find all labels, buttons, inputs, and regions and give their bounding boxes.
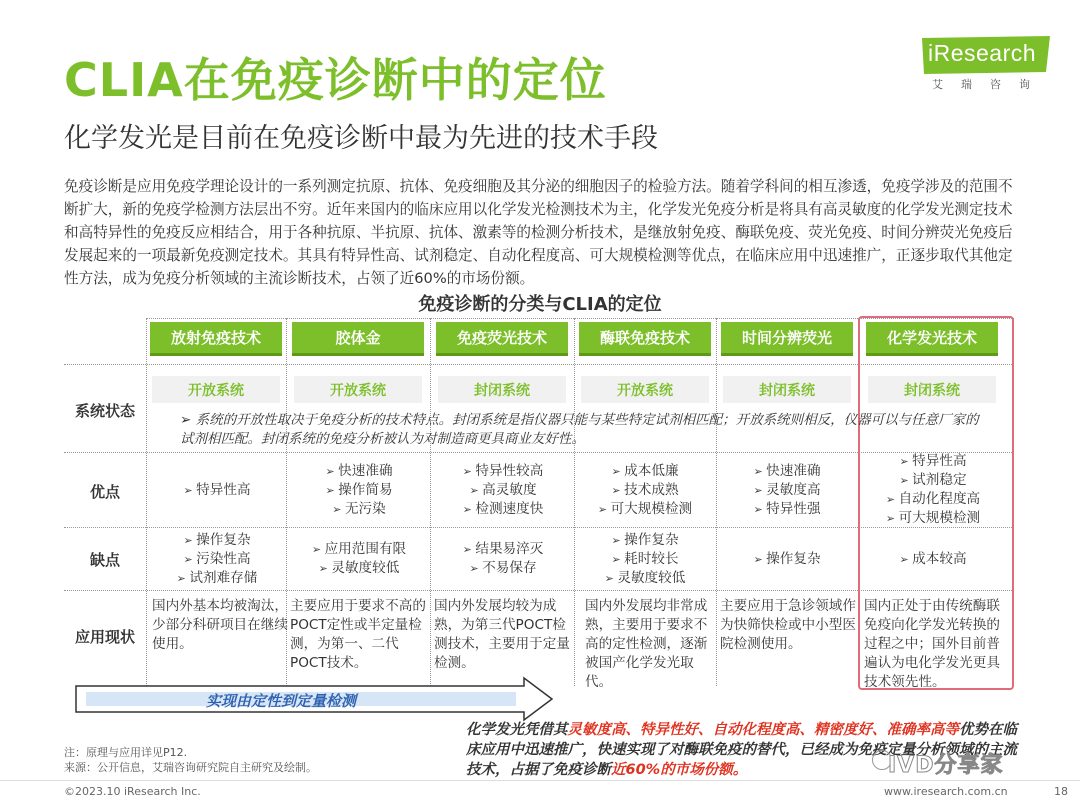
row-label-advantages: 优点: [89, 483, 120, 501]
website: www.iresearch.com.cn: [884, 785, 1008, 798]
list-item: ➢ 试剂难存储: [177, 569, 258, 588]
system-state-badge: 封闭系统: [438, 376, 566, 403]
conclusion-part: 化学发光凭借其: [466, 722, 568, 738]
conclusion-highlight: 灵敏度高、特异性好、自动化程度高、精密度好、准确率高等: [567, 722, 959, 738]
disadvantages-cell: [574, 528, 716, 590]
list-item: ➢ 特异性高: [899, 452, 966, 471]
disadvantages-cell: [288, 528, 430, 590]
method-header: 时间分辨荧光: [721, 322, 853, 356]
list-item: ➢ 成本较高: [899, 550, 966, 569]
row-label-system: 系统状态: [74, 402, 135, 420]
disadvantages-cell: [716, 528, 858, 590]
list-item: ➢ 耗时较长: [611, 550, 678, 569]
system-state-badge: 开放系统: [294, 376, 422, 403]
source-notes: [64, 745, 317, 775]
row-label-disadvantages: 缺点: [89, 551, 120, 569]
list-item: ➢ 快速准确: [753, 462, 820, 481]
list-item: ➢ 特异性较高: [463, 462, 544, 481]
logo-subtext: 艾瑞咨询: [932, 78, 1048, 91]
source-line: 来源：公开信息，艾瑞咨询研究院自主研究及绘制。: [64, 761, 317, 774]
application-cell: 国内正处于由传统酶联免疫向化学发光转换的过程之中；国外目前普遍认为电化学发光更具技术领先性。: [864, 598, 1000, 690]
advantages-cell: [574, 454, 716, 526]
list-item: ➢ 操作简易: [325, 481, 392, 500]
list-item: ➢ 不易保存: [469, 559, 536, 578]
advantages-cell: [432, 454, 574, 526]
page-subtitle: 化学发光是目前在免疫诊断中最为先进的技术手段: [64, 123, 658, 154]
iresearch-logo: [922, 36, 1052, 96]
system-state-badge: 封闭系统: [868, 376, 996, 403]
application-cell: 国内外发展均较为成熟，为第三代POCT检测技术，主要用于定量检测。: [434, 598, 570, 671]
list-item: ➢ 可大规模检测: [886, 509, 980, 528]
list-item: ➢ 技术成熟: [611, 481, 678, 500]
application-cell: 国内外基本均被淘汰，少部分科研项目在继续使用。: [152, 598, 288, 652]
conclusion-highlight: 近60%的市场份额。: [611, 762, 748, 778]
list-item: ➢ 自动化程度高: [886, 490, 980, 509]
list-item: ➢ 操作复杂: [183, 531, 250, 550]
list-item: ➢ 可大规模检测: [598, 500, 692, 519]
list-item: ➢ 操作复杂: [753, 550, 820, 569]
list-item: ➢ 检测速度快: [463, 500, 544, 519]
list-item: ➢ 高灵敏度: [469, 481, 536, 500]
list-item: ➢ 特异性强: [753, 500, 820, 519]
list-item: ➢ 特异性高: [183, 481, 250, 500]
list-item: ➢ 污染性高: [183, 550, 250, 569]
note-line: 注：原理与应用详见P12.: [64, 746, 188, 759]
advantages-cell: [146, 454, 288, 526]
method-header: 酶联免疫技术: [579, 322, 711, 356]
system-state-badge: 封闭系统: [723, 376, 851, 403]
list-item: ➢ 操作复杂: [611, 531, 678, 550]
method-header: 化学发光技术: [866, 322, 998, 356]
disadvantages-cell: [862, 528, 1004, 590]
advantages-cell: [862, 452, 1004, 528]
footer-rule: [0, 780, 1080, 781]
page-number: 18: [1054, 785, 1068, 798]
page-title: CLIA在免疫诊断中的定位: [64, 53, 607, 107]
system-state-badge: 开放系统: [581, 376, 709, 403]
list-item: ➢ 灵敏度较低: [319, 559, 400, 578]
list-item: ➢ 灵敏度高: [753, 481, 820, 500]
method-header: 胶体金: [292, 322, 424, 356]
advantages-cell: [288, 454, 430, 526]
system-state-badge: 开放系统: [152, 376, 280, 403]
list-item: ➢ 试剂稳定: [899, 471, 966, 490]
arrow-label: 实现由定性到定量检测: [206, 692, 357, 710]
advantages-cell: [716, 454, 858, 526]
disadvantages-cell: [432, 528, 574, 590]
system-note: ➢ 系统的开放性取决于免疫分析的技术特点。封闭系统是指仪器只能与某些特定试剂相匹配；开放系统则相反，仪器可以与任意厂家的试剂相匹配。封闭系统的免疫分析被认为对制造商更具商业友好性。: [180, 412, 979, 447]
application-cell: 国内外发展均非常成熟，主要用于要求不高的定性检测，逐渐被国产化学发光取代。: [585, 598, 708, 690]
conclusion-part: 优势在临床应用中迅速推广，快速实现了对酶联免疫的替代，已经成为免疫定量分析领域的主流技术，占据了免疫诊断: [466, 722, 1017, 778]
disadvantages-cell: [146, 528, 288, 590]
application-cell: 主要应用于急诊领域作为快筛快检或中小型医院检测使用。: [720, 598, 856, 652]
intro-paragraph: 免疫诊断是应用免疫学理论设计的一系列测定抗原、抗体、免疫细胞及其分泌的细胞因子的检验方法。随着学科间的相互渗透，免疫学涉及的范围不断扩大，新的免疫学检测方法层出不穷。近年来国内的临床应用以化学发光检测技术为主，化学发光免疫分析是将具有高灵敏度的化学发光测定技术和高特异性的免疫反应相结合，用于各种抗原、半抗原、抗体、激素等的检测分析技术，是继放射免疫、酶联免疫、荧光免疫、时间分辨荧光免疫后发展起来的一项最新免疫测定技术。其具有特异性高、试剂稳定、自动化程度高、可大规模检测等优点，在临床应用中迅速推广，正逐步取代其他定性方法，成为免疫分析领域的主流诊断技术，占领了近60%的市场份额。: [64, 178, 1013, 287]
method-header: 免疫荧光技术: [436, 322, 568, 356]
column-divider: [430, 318, 431, 686]
list-item: ➢ 应用范围有限: [312, 540, 406, 559]
list-item: ➢ 无污染: [332, 500, 386, 519]
list-item: ➢ 成本低廉: [611, 462, 678, 481]
copyright: ©2023.10 iResearch Inc.: [64, 785, 201, 798]
row-label-application: 应用现状: [74, 628, 135, 646]
table-title: 免疫诊断的分类与CLIA的定位: [418, 294, 662, 315]
list-item: ➢ 结果易淬灭: [463, 540, 544, 559]
list-item: ➢ 灵敏度较低: [605, 569, 686, 588]
watermark: IVD分享家: [888, 753, 1004, 778]
method-header: 放射免疫技术: [150, 322, 282, 356]
logo-text: iResearch: [928, 40, 1037, 66]
application-cell: 主要应用于要求不高的POCT定性或半定量检测，为第一、二代POCT技术。: [290, 598, 426, 671]
list-item: ➢ 快速准确: [325, 462, 392, 481]
